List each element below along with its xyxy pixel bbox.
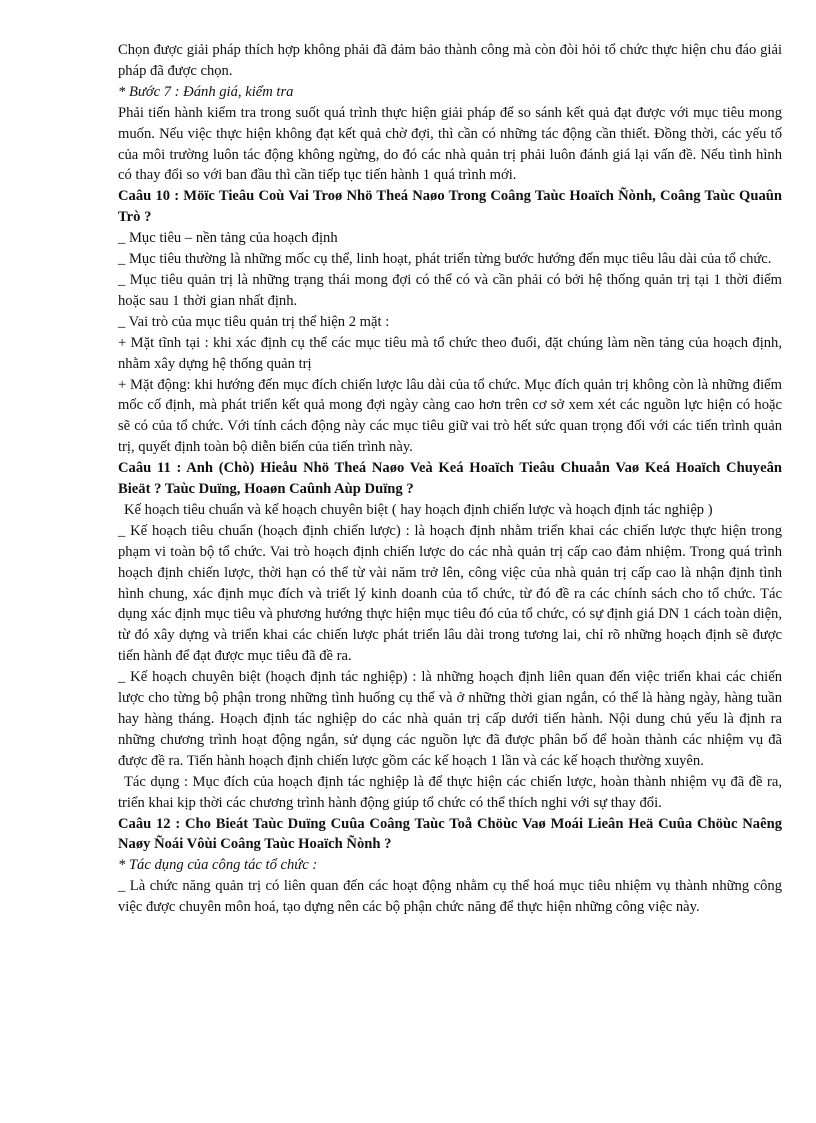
bullet-item: _ Mục tiêu quản trị là những trạng thái mong đợi có thể có và cần phải có bởi hệ thống quản trị tại 1 thời điểm hoặc sau 1 thời gian nhất định.	[118, 271, 782, 309]
step-heading: * Bước 7 : Đánh giá, kiểm tra	[118, 83, 294, 100]
bullet-item: _ Là chức năng quản trị có liên quan đến các hoạt động nhằm cụ thể hoá mục tiêu nhiệm vụ thành những công việc được chuyên môn hoá, tạo dựng nên các bộ phận chức năng để thực hiện những công việc này.	[118, 878, 782, 916]
bullet-item: _ Vai trò của mục tiêu quản trị thể hiện 2 mặt :	[118, 313, 390, 330]
question-heading: Caâu 10 : Möïc Tieâu Coù Vai Troø Nhö Theá Naøo Trong Coâng Taùc Hoaïch Ñònh, Coâng Taùc Quaûn Trò ?	[118, 188, 782, 226]
sub-bullet-item: + Mặt tĩnh tại : khi xác định cụ thể các mục tiêu mà tổ chức theo đuổi, đặt chúng làm nền tảng của hoạch định, nhằm xây dựng hệ thống quản trị	[118, 334, 782, 372]
paragraph: Kế hoạch tiêu chuẩn và kế hoạch chuyên biệt ( hay hoạch định chiến lược và hoạch định tác nghiệp )	[124, 501, 713, 518]
sub-bullet-item: + Mặt động: khi hướng đến mục đích chiến lược lâu dài của tổ chức. Mục đích quản trị không còn là những điểm mốc cố định, mà phát triển kết quả mong đợi ngày càng cao hơn trên cơ sở xem xét các nguồn lực hiện có hoặc sẽ có của tổ chức. Với tính cách động này các mục tiêu giữ vai trò hết sức quan trọng đối với các tiến trình quản trị, quyết định toàn bộ diễn biến của tiến trình này.	[118, 376, 782, 456]
document-page	[118, 40, 782, 918]
paragraph: Phải tiến hành kiểm tra trong suốt quá trình thực hiện giải pháp để so sánh kết quả đạt được với mục tiêu mong muốn. Nếu việc thực hiện không đạt kết quả chờ đợi, thì cần có những tác động cần thiết. Đồng thời, các yếu tố của môi trường luôn tác động không ngừng, do đó các nhà quản trị phải luôn đánh giá lại vấn đề. Nếu tình hình có thay đổi so với ban đầu thì cần tiếp tục tiến hành 1 quá trình mới.	[118, 104, 782, 184]
bullet-item: _ Mục tiêu – nền tảng của hoạch định	[118, 230, 338, 247]
bullet-item: _ Kế hoạch chuyên biệt (hoạch định tác nghiệp) : là những hoạch định liên quan đến việc triển khai các chiến lược cho từng bộ phận trong những tình huống cụ thể và ở những thời gian ngắn, có thể là hàng ngày, hàng tuần hay hàng tháng. Hoạch định tác nghiệp do các nhà quản trị cấp dưới tiến hành. Nội dung chủ yếu là định ra những chương trình hoạt động ngắn, sử dụng các nguồn lực đã được phân bố để hoàn thành các nhiệm vụ đã được đề ra. Tiến hành hoạch định chiến lược gồm các kế hoạch 1 lần và các kế hoạch thường xuyên.	[118, 669, 782, 769]
question-heading: Caâu 11 : Anh (Chò) Hieåu Nhö Theá Naøo Veà Keá Hoaïch Tieâu Chuaån Vaø Keá Hoaïch Chuyeân Bieät ? Taùc Duïng, Hoaøn Caûnh Aùp Duïng ?	[118, 460, 782, 498]
paragraph: Chọn được giải pháp thích hợp không phải đã đảm bảo thành công mà còn đòi hỏi tổ chức thực hiện chu đáo giải pháp đã được chọn.	[118, 42, 782, 79]
bullet-item: _ Kế hoạch tiêu chuẩn (hoạch định chiến lược) : là hoạch định nhằm triển khai các chiến lược thực hiện trong phạm vi toàn bộ tổ chức. Vai trò hoạch định chiến lược do các nhà quản trị cấp cao đảm nhiệm. Trong quá trình hoạch định chiến lược, thời hạn có thể từ vài năm trở lên, công việc của nhà quản trị cấp cao là nhận định tình hình chung, xác định mục đích và triết lý kinh doanh của tổ chức, từ đó đề ra các chính sách cho tổ chức. Tác dụng xác định mục tiêu và phương hướng thực hiện mục tiêu đó của tổ chức, có sự định giá DN 1 cách toàn diện, từ đó xây dựng và triển khai các chiến lược phát triển lâu dài trong tương lai, chỉ rõ những hoạch định sẽ được tiến hành để đạt được mục tiêu đã đề ra.	[118, 522, 782, 665]
paragraph: Tác dụng : Mục đích của hoạch định tác nghiệp là để thực hiện các chiến lược, hoàn thành nhiệm vụ đã đề ra, triển khai kịp thời các chương trình hành động giúp tổ chức có thể thích nghi với sự thay đổi.	[118, 773, 782, 811]
section-subheading: * Tác dụng của công tác tổ chức :	[118, 857, 318, 874]
question-heading: Caâu 12 : Cho Bieát Taùc Duïng Cuûa Coâng Taùc Toå Chöùc Vaø Moái Lieân Heä Cuûa Chöùc Naêng Naøy Ñoái Vôùi Coâng Taùc Hoaïch Ñònh ?	[118, 815, 782, 853]
bullet-item: _ Mục tiêu thường là những mốc cụ thể, linh hoạt, phát triển từng bước hướng đến mục tiêu lâu dài của tổ chức.	[118, 251, 772, 268]
